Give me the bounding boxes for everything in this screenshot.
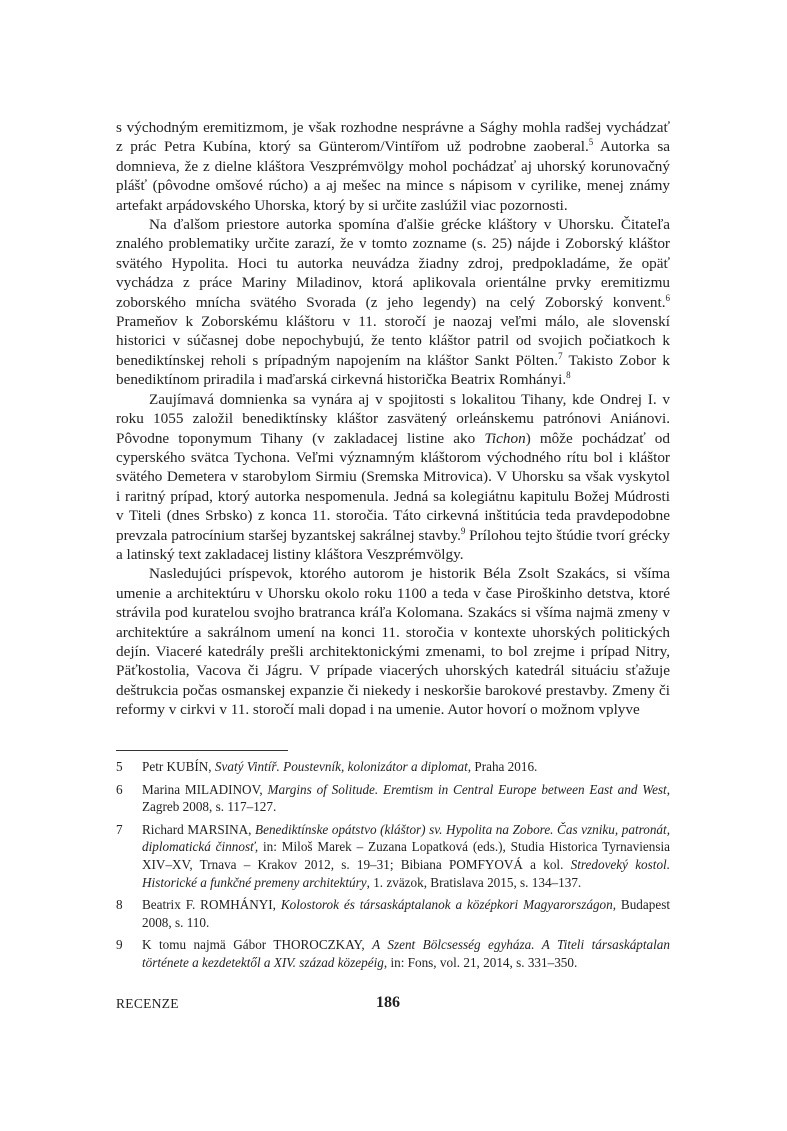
text-run: Zaujímavá domnienka sa vynára aj v spojitosti s lokalitou Tihany, kde Ondrej I. v roku 1055 založil benediktínsky kláštor zasvätený orleánskemu patrónovi Aniánovi. Pôvodne toponymum Tihany (v zakladacej listine ako <box>116 390 670 447</box>
footnote-reference: 9 <box>460 525 466 536</box>
text-run: , Zagreb 2008, s. 117–127. <box>142 781 671 815</box>
italic-text: Kolostorok és társaskáptalanok a középkori Magyarországon <box>280 897 613 913</box>
paragraph <box>116 390 670 565</box>
footnotes <box>116 758 670 977</box>
text-run: ) môže pochádzať od cyperského svätca Tychona. Veľmi významným kláštorom východného rítu bol i kláštor svätého Demetera v starobylom Sirmiu (Sremska Mitrovica). V Uhorsku sa však vyskytol i raritný prípad, ktorý autorka nespomenula. Jedná sa kolegiátnu kapitulu Božej Múdrosti v Titeli (dnes Srbsko) z konca 11. storočia. Táto cirkevná inštitúcia teda pravdepodobne prevzala patrocínium staršej byzantskej sakrálnej stavby. <box>116 429 670 544</box>
italic-text: Svatý Vintíř. Poustevník, kolonizátor a diplomat, <box>214 759 472 774</box>
footnote-reference: 5 <box>588 137 594 148</box>
footnote <box>116 936 670 971</box>
footnote-number: 8 <box>116 897 123 913</box>
text-run: , in: Miloš Marek – Zuzana Lopatková (eds.), Studia Historica Tyrnaviensia XIV–XV, Trnava – Krakov 2012, s. 19–31; Bibiana POMFYOVÁ a kol. <box>142 839 670 872</box>
footnote-text <box>142 936 670 971</box>
text-run: Prílohou tejto štúdie tvorí grécky a latinský text zakladacej listiny kláštora Veszprémvölgy. <box>116 526 670 563</box>
footnote-text <box>142 781 670 816</box>
footnote-number: 7 <box>116 821 123 837</box>
italic-text: A Szent Bölcsesség egyháza. A Titeli társaskáptalan története a kezdetektől a XIV. század közepéig <box>142 937 670 970</box>
text-run: K tomu najmä Gábor THOROCZKAY, <box>142 937 373 953</box>
footnote-text <box>142 758 670 776</box>
footnote-reference: 8 <box>566 370 571 381</box>
footnote-number: 9 <box>116 937 123 953</box>
footnote-reference: 7 <box>558 350 563 361</box>
footnote-separator <box>116 750 288 751</box>
paragraph <box>116 215 670 390</box>
text-run: Takisto Zobor k benediktínom priradila i maďarská cirkevná historička Beatrix Romhányi. <box>116 351 670 389</box>
text-run: Prameňov k Zoborskému kláštoru v 11. storočí je naozaj veľmi málo, ale slovenskí historici v súčasnej dobe nepochybujú, že tento kláštor patril od svojich počiatkoch k benediktínskej reholi s prípadným napojením na kláštor Sankt Pölten. <box>116 313 670 369</box>
footnote <box>116 821 670 891</box>
paragraph <box>116 118 670 215</box>
page-number: 186 <box>376 994 400 1011</box>
body-text <box>116 118 670 720</box>
text-run: Richard MARSINA, <box>142 821 256 837</box>
text-run: , 1. zväzok, Bratislava 2015, s. 134–137. <box>366 874 582 890</box>
text-run: , in: Fons, vol. 21, 2014, s. 331–350. <box>383 954 578 970</box>
italic-text: Margins of Solitude. Eremtism in Central Europe between East and West <box>267 781 667 797</box>
text-run: Petr KUBÍN, <box>142 759 215 774</box>
text-run: Praha 2016. <box>471 759 538 774</box>
italic-text: Stredoveký kostol. Historické a funkčné premeny architektúry <box>142 856 670 890</box>
paragraph <box>116 564 670 719</box>
text-run: , Budapest 2008, s. 110. <box>142 897 670 930</box>
footnote-text <box>142 821 670 891</box>
footnote <box>116 896 670 931</box>
text-run: Beatrix F. ROMHÁNYI, <box>142 897 281 913</box>
footnote-number: 5 <box>116 759 123 774</box>
text-run: s východným eremitizmom, je však rozhodne nesprávne a Sághy mohla radšej vychádzať z prác Petra Kubína, ktorý sa Günterom/Vintířom už podrobne zaoberal. <box>116 119 670 156</box>
text-run: Na ďalšom priestore autorka spomína ďalšie grécke kláštory v Uhorsku. Čitateľa znalého problematiky určite zarazí, že v tomto zozname (s. 25) nájde i Zoborský kláštor svätého Hypolita. Hoci tu autorka neuvádza žiadny zdroj, predpokladáme, že opäť vychádza z práce Mariny Miladinov, ktorá aplikovala orientálne prvky eremitizmu zoborského mnícha svätého Svorada (z jeho legendy) na celý Zoborský konvent. <box>116 216 670 311</box>
running-footer-section: RECENZE <box>116 996 179 1011</box>
footnote <box>116 781 670 816</box>
text-run: Marina MILADINOV, <box>142 781 268 797</box>
footnote <box>116 758 670 776</box>
text-run: Autorka sa domnieva, že z dielne kláštora Veszprémvölgy mohol pochádzať aj uhorský korunovačný plášť (pôvodne omšové rúcho) a aj mešec na mince s nápisom v cyrilike, menej známy artefakt arpádovského Uhorska, ktorý by si určite zaslúžil viac pozornosti. <box>116 138 670 214</box>
text-run: Nasledujúci príspevok, ktorého autorom je historik Béla Zsolt Szakács, si všíma umenie a architektúru v Uhorsku okolo roku 1100 a teda v čase Piroškinho detstva, ktoré strávila pod kuratelou svojho bratranca kráľa Kolomana. Szakács si všíma najmä zmeny v architektúre a sakrálnom umení na konci 11. storočia v kontexte uhorských politických dejín. Viaceré katedrály prešli architektonickými zmenami, to bol zrejme i prípad Nitry, Päťkostolia, Vacova či Jágru. V prípade viacerých uhorských katedrál situáciu sťažuje deštrukcia počas osmanskej expanzie či niekedy i neskoršie barokové prestavby. Zmeny či reformy v cirkvi v 11. storočí mali dopad i na umenie. Autor hovorí o možnom vplyve <box>116 565 670 719</box>
footnote-text <box>142 896 670 931</box>
footnote-number: 6 <box>116 781 123 797</box>
italic-text: Benediktínske opátstvo (kláštor) sv. Hypolita na Zobore. Čas vzniku, patronát, diplomatická činnosť <box>142 821 670 855</box>
footnote-reference: 6 <box>665 292 670 303</box>
italic-text: Tichon <box>484 429 526 447</box>
